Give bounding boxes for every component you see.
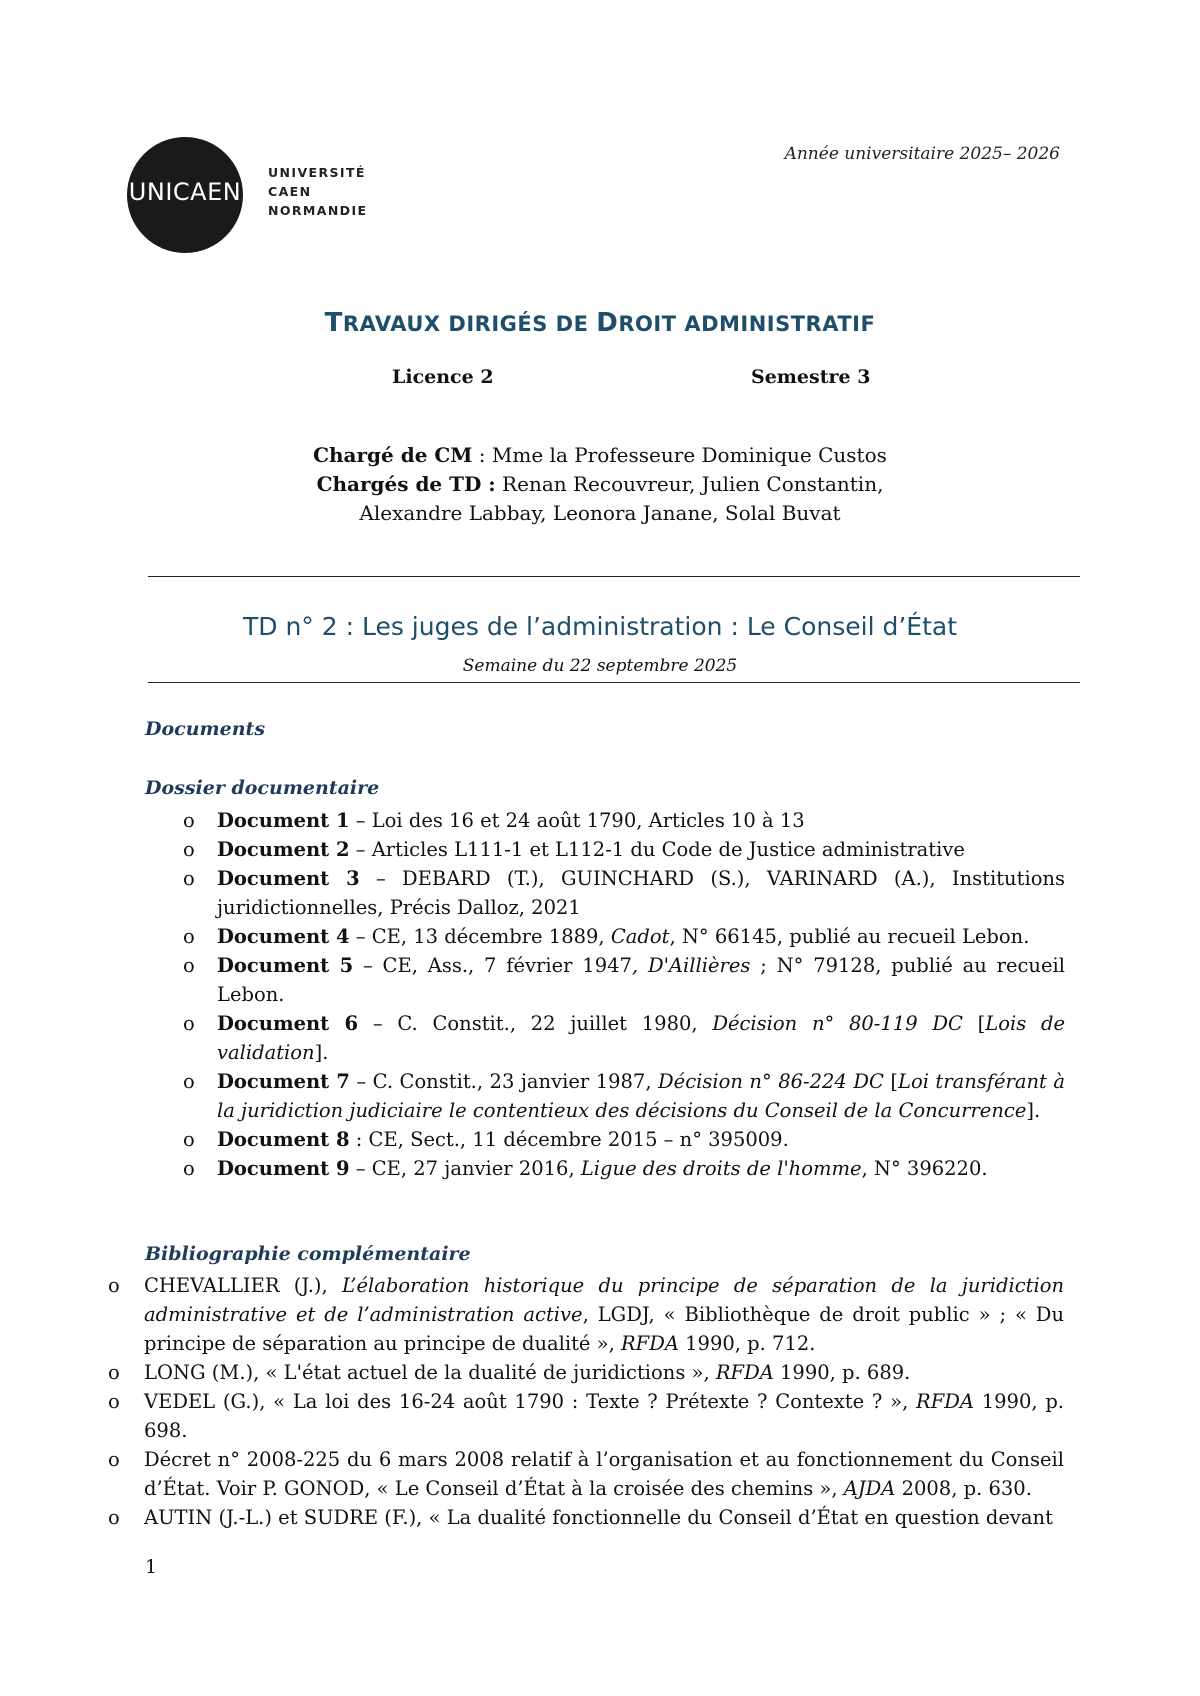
bibliography-text: 1990, p. 689. <box>773 1361 911 1384</box>
bullet-icon: o <box>183 838 195 861</box>
document-item <box>180 922 1065 951</box>
document-text: – C. Constit., 22 juillet 1980, <box>358 1012 713 1035</box>
logo-line: NORMANDIE <box>268 203 368 218</box>
document-text: – CE, 13 décembre 1889, <box>349 925 611 948</box>
bibliography-text: (M.), « L'état actuel de la dualité de juridictions », <box>205 1361 716 1384</box>
bibliography-text: (F.), « La dualité fonctionnelle du Conseil d’État en question devant <box>378 1506 1053 1529</box>
bibliography-text: 2008, p. 630. <box>895 1477 1032 1500</box>
cm-label: Chargé de CM <box>313 443 473 467</box>
document-text: – CE, 27 janvier 2016, <box>349 1157 581 1180</box>
logo-wordmark <box>268 163 408 220</box>
document-text: , D'Aillières <box>631 954 751 977</box>
bibliography-item <box>106 1387 1064 1445</box>
title-cap: D <box>596 308 619 338</box>
bibliography-text: (J.-L.) et <box>212 1506 304 1529</box>
td-week: Semaine du 22 septembre 2025 <box>462 656 738 676</box>
document-list <box>180 806 1065 1183</box>
document-text: ]. <box>314 1041 329 1064</box>
document-item <box>180 835 1065 864</box>
document-text: – DEBARD (T.), GUINCHARD (S.), VARINARD (A.), Institutions juridictionnelles, Précis Dalloz, 2021 <box>217 867 1065 919</box>
dossier-heading: Dossier documentaire <box>145 777 380 799</box>
bullet-icon: o <box>183 1012 195 1035</box>
document-text: Décision n° 86-224 DC <box>658 1070 884 1093</box>
document-label: Document 4 <box>217 925 350 948</box>
bullet-icon: o <box>183 809 195 832</box>
bibliography-text: , LGDJ, « Bibliothèque de droit public » ; « Du principe de séparation au principe de dualité », <box>144 1303 1064 1355</box>
bibliography-item <box>106 1271 1064 1358</box>
bibliography-text: 1990, p. 698. <box>144 1390 1065 1442</box>
td-label: Chargés de TD : <box>316 472 496 496</box>
bibliography-item <box>106 1358 1064 1387</box>
logo-disc <box>127 137 243 253</box>
bibliography-text: RFDA <box>715 1361 774 1384</box>
td-line <box>0 470 1200 499</box>
document-item <box>180 864 1065 922</box>
document-item <box>180 1067 1065 1125</box>
td-title: TD n° 2 : Les juges de l’administration : Le Conseil d’État <box>242 612 958 641</box>
author-name: SUDRE <box>303 1506 379 1529</box>
document-text: , N° 66145, publié au recueil Lebon. <box>669 925 1030 948</box>
author-name: CHEVALLIER <box>144 1274 280 1297</box>
document-text: Loi transférant à la juridiction judiciaire le contentieux des décisions du Conseil de la Concurrence <box>217 1070 1065 1122</box>
bullet-icon: o <box>108 1274 120 1297</box>
logo-line: UNIVERSITÉ <box>268 165 366 180</box>
document-text: , N° 396220. <box>861 1157 988 1180</box>
document-label: Document 7 <box>217 1070 350 1093</box>
bibliography-text: AJDA <box>843 1477 896 1500</box>
document-label: Document 6 <box>217 1012 359 1035</box>
document-text: [ <box>883 1070 898 1093</box>
bibliography-text: RFDA <box>621 1332 679 1355</box>
bibliography-text: Décret n° 2008-225 du 6 mars 2008 relatif à l’organisation et au fonctionnement du Conseil d’État. Voir P. <box>144 1448 1064 1500</box>
document-item <box>180 1154 1065 1183</box>
document-label: Document 2 <box>217 838 350 861</box>
bibliography-text: 1990, p. 712. <box>678 1332 816 1355</box>
document-label: Document 3 <box>217 867 360 890</box>
document-text: Décision n° 80-119 DC <box>712 1012 963 1035</box>
document-label: Document 5 <box>217 954 354 977</box>
document-text: – C. Constit., 23 janvier 1987, <box>349 1070 659 1093</box>
bullet-icon: o <box>183 1128 195 1151</box>
bullet-icon: o <box>108 1390 120 1413</box>
document-text: – Articles L111-1 et L112-1 du Code de Justice administrative <box>349 838 965 861</box>
title-cap: T <box>324 308 343 338</box>
cm-line <box>0 441 1200 470</box>
author-name: VEDEL <box>144 1390 216 1413</box>
divider <box>148 576 1080 577</box>
document-label: Document 8 <box>217 1128 350 1151</box>
bibliography-text: (G.), « La loi des 16-24 août 1790 : Texte ? Prétexte ? Contexte ? », <box>215 1390 917 1413</box>
document-text: : CE, Sect., 11 décembre 2015 – n° 395009. <box>349 1128 789 1151</box>
logo-disc-text: UNICAEN <box>128 178 242 206</box>
page-number: 1 <box>145 1556 158 1578</box>
bibliography-list <box>106 1271 1064 1532</box>
title-part: ROIT ADMINISTRATIF <box>618 312 876 336</box>
document-text: Cadot <box>610 925 670 948</box>
bibliography-item <box>106 1503 1064 1532</box>
author-name: LONG <box>144 1361 206 1384</box>
title-part: RAVAUX DIRIGÉS DE <box>342 312 597 336</box>
document-text: – Loi des 16 et 24 août 1790, Articles 10 à 13 <box>349 809 805 832</box>
td-line-2: Alexandre Labbay, Leonora Janane, Solal Buvat <box>359 501 841 525</box>
documents-heading: Documents <box>145 718 266 740</box>
author-name: AUTIN <box>144 1506 213 1529</box>
academic-year: Année universitaire 2025– 2026 <box>784 144 1060 164</box>
bibliography-item <box>106 1445 1064 1503</box>
divider <box>148 682 1080 683</box>
bullet-icon: o <box>108 1361 120 1384</box>
logo-line: CAEN <box>268 184 312 199</box>
document-text: ; N° 79128, publié au recueil Lebon. <box>217 954 1065 1006</box>
bibliography-text: RFDA <box>916 1390 974 1413</box>
biblio-heading: Bibliographie complémentaire <box>145 1243 471 1265</box>
bullet-icon: o <box>183 867 195 890</box>
document-text: [ <box>962 1012 986 1035</box>
document-item <box>180 951 1065 1009</box>
semestre-label: Semestre 3 <box>751 366 871 388</box>
bibliography-text: , « Le Conseil d’État à la croisée des chemins », <box>364 1477 844 1500</box>
bullet-icon: o <box>108 1448 120 1471</box>
author-name: GONOD <box>283 1477 365 1500</box>
document-text: ]. <box>1026 1099 1041 1122</box>
document-item <box>180 806 1065 835</box>
document-item <box>180 1125 1065 1154</box>
document-item <box>180 1009 1065 1067</box>
teaching-staff <box>0 441 1200 528</box>
td-value: Renan Recouvreur, Julien Constantin, <box>495 472 884 496</box>
bullet-icon: o <box>183 1070 195 1093</box>
bullet-icon: o <box>108 1506 120 1529</box>
document-text: Ligue des droits de l'homme <box>580 1157 862 1180</box>
document-title <box>0 308 1200 338</box>
bullet-icon: o <box>183 954 195 977</box>
bullet-icon: o <box>183 1157 195 1180</box>
bibliography-text: (J.), <box>279 1274 342 1297</box>
bibliography-text: L’élaboration historique du principe de séparation de la juridiction administrative et de l’administration active <box>144 1274 1065 1326</box>
document-text: Lois de validation <box>217 1012 1065 1064</box>
document-label: Document 9 <box>217 1157 350 1180</box>
document-label: Document 1 <box>217 809 350 832</box>
document-text: – CE, Ass., 7 février 1947 <box>353 954 632 977</box>
bullet-icon: o <box>183 925 195 948</box>
licence-label: Licence 2 <box>392 366 494 388</box>
cm-value: : Mme la Professeure Dominique Custos <box>472 443 887 467</box>
